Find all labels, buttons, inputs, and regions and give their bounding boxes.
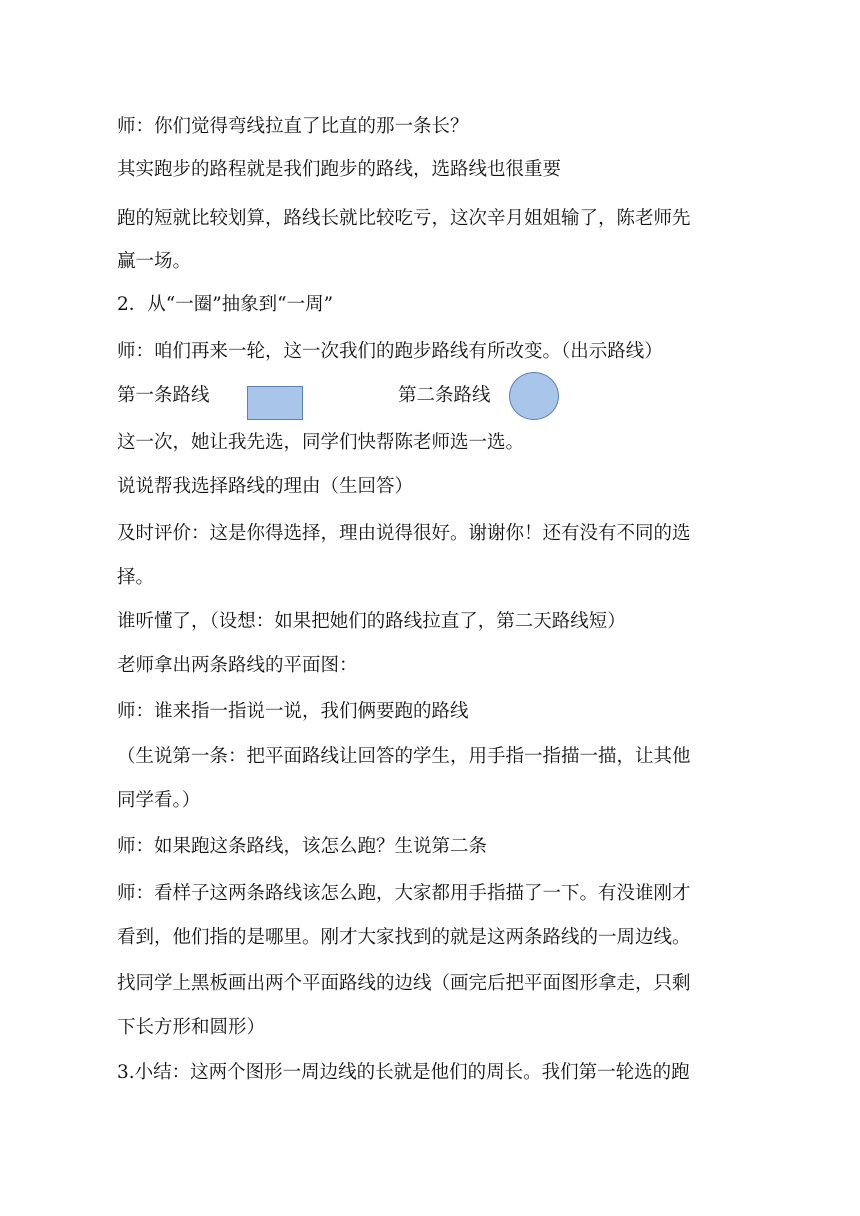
paragraph-line: 择。: [117, 567, 155, 588]
circle-route-shape: [509, 372, 559, 420]
paragraph-line: 同学看。）: [117, 790, 201, 811]
paragraph-line: 3.小结：这两个图形一周边线的长就是他们的周长。我们第一轮选的跑: [117, 1062, 690, 1083]
paragraph-line: （生说第一条：把平面路线让回答的学生，用手指一指描一描，让其他: [117, 746, 691, 767]
paragraph-line: 师：谁来指一指说一说，我们俩要跑的路线: [117, 701, 469, 722]
paragraph-line: 师：咱们再来一轮，这一次我们的跑步路线有所改变。（出示路线）: [117, 341, 663, 362]
route2-label: 第二条路线: [398, 385, 491, 406]
paragraph-line: 及时评价：这是你得选择，理由说得很好。谢谢你！还有没有不同的选: [117, 523, 691, 544]
paragraph-line: 找同学上黑板画出两个平面路线的边线（画完后把平面图形拿走，只剩: [117, 973, 691, 994]
paragraph-line: 说说帮我选择路线的理由（生回答）: [117, 476, 414, 497]
paragraph-line: 看到，他们指的是哪里。刚才大家找到的就是这两条路线的一周边线。: [117, 927, 691, 948]
paragraph-line: 师：你们觉得弯线拉直了比直的那一条长？: [117, 116, 469, 137]
paragraph-line: 其实跑步的路程就是我们跑步的路线，选路线也很重要: [117, 159, 562, 180]
routes-row: [117, 372, 757, 420]
paragraph-line: 这一次，她让我先选，同学们快帮陈老师选一选。: [117, 432, 525, 453]
route1-label: 第一条路线: [117, 385, 210, 406]
paragraph-line: 老师拿出两条路线的平面图：: [117, 655, 358, 676]
rectangle-route-shape: [247, 386, 303, 420]
paragraph-line: 师：如果跑这条路线，该怎么跑？生说第二条: [117, 836, 488, 857]
paragraph-line: 下长方形和圆形）: [117, 1017, 266, 1038]
paragraph-line: 赢一场。: [117, 251, 192, 272]
paragraph-line: 谁听懂了，（设想：如果把她们的路线拉直了，第二天路线短）: [117, 611, 626, 632]
paragraph-line: 跑的短就比较划算，路线长就比较吃亏，这次辛月姐姐输了，陈老师先: [117, 208, 691, 229]
section-heading: 2．从“一圈”抽象到“一周”: [117, 294, 334, 315]
paragraph-line: 师：看样子这两条路线该怎么跑，大家都用手指描了一下。有没谁刚才: [117, 883, 691, 904]
